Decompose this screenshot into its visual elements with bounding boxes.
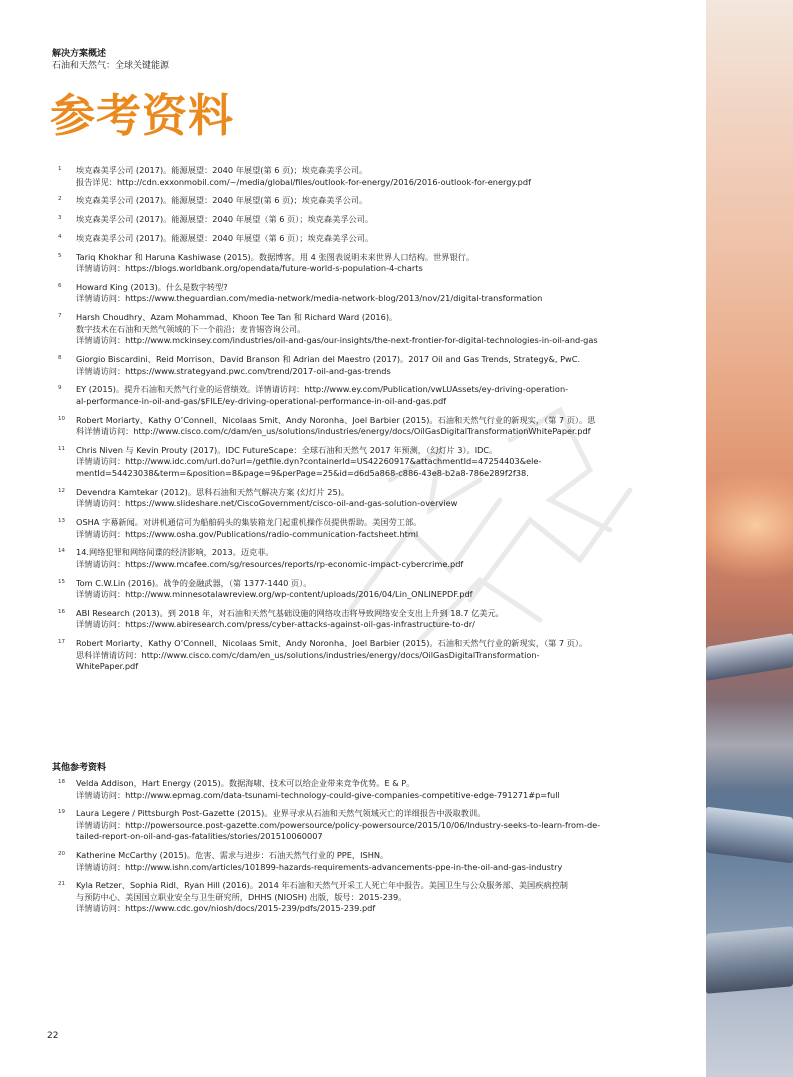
- reference-item: [52, 252, 622, 275]
- reference-text: Laura Legere / Pittsburgh Post-Gazette (2015)。业界寻求从石油和天然气领域灭亡的详细报告中汲取教训。: [76, 808, 486, 819]
- reference-list: [52, 165, 622, 680]
- reference-text: Giorgio Biscardini、Reid Morrison、David Branson 和 Adrian del Maestro (2017)。2017 Oil and Gas Trends, Strategy&, PwC.: [76, 354, 581, 365]
- side-photo: [706, 0, 793, 1077]
- reference-number: 17: [58, 639, 65, 646]
- reference-number: 6: [58, 282, 62, 289]
- reference-text: 数字技术在石油和天然气领域的下一个前沿；麦肯锡咨询公司。: [76, 323, 306, 334]
- reference-text: 详情请访问：https://www.cdc.gov/niosh/docs/2015-239/pdfs/2015-239.pdf: [76, 903, 376, 914]
- reference-text: 详情请访问：https://www.strategyand.pwc.com/trend/2017-oil-and-gas-trends: [76, 365, 391, 376]
- reference-text: 详情请访问：https://www.abiresearch.com/press/cyber-attacks-against-oil-gas-infrastructure-to-dr/: [76, 619, 475, 630]
- reference-item: [52, 415, 622, 438]
- other-references-heading: 其他参考资料: [52, 763, 107, 773]
- reference-number: 9: [58, 385, 62, 392]
- reference-text: Devendra Kamtekar (2012)。思科石油和天然气解决方案 (幻灯片 25)。: [76, 486, 350, 497]
- reference-number: 16: [58, 608, 65, 615]
- reference-item: [52, 354, 622, 377]
- reference-text: 埃克森美孚公司 (2017)。能源展望：2040 年展望（第 6 页）；埃克森美孚公司。: [76, 232, 374, 243]
- reference-item: [52, 638, 622, 673]
- reference-text: 详情请访问：https://www.mcafee.com/sg/resources/reports/rp-economic-impact-cybercrime.pdf: [76, 558, 464, 569]
- pipeline-image: [706, 807, 793, 864]
- reference-item: [52, 384, 622, 407]
- reference-number: 8: [58, 355, 62, 362]
- reference-number: 12: [58, 487, 65, 494]
- reference-item: [52, 880, 622, 915]
- reference-text: 详情请访问：https://www.theguardian.com/media-network/media-network-blog/2013/nov/21/digital-transformation: [76, 293, 543, 304]
- reference-text: Robert Moriarty、Kathy O’Connell、Nicolaas Smit、Andy Noronha、Joel Barbier (2015)。石油和天然气行业的新现实，（第 7 页）。思: [76, 414, 596, 425]
- reference-item: [52, 487, 622, 510]
- sunset-glow: [706, 470, 793, 580]
- reference-item: [52, 165, 622, 188]
- reference-item: [52, 517, 622, 540]
- reference-item: [52, 808, 622, 843]
- reference-item: [52, 445, 622, 480]
- reference-text: 报告详见：http://cdn.exxonmobil.com/~/media/global/files/outlook-for-energy/2016/2016-outlook-for-energy.pdf: [76, 176, 531, 187]
- reference-number: 4: [58, 233, 62, 240]
- reference-text: 14.网络犯罪和网络间谍的经济影响，2013。迈克菲。: [76, 547, 274, 558]
- reference-number: 21: [58, 881, 65, 888]
- reference-text: OSHA 字幕新闻。对讲机通信可为船舶码头的集装箱龙门起重机操作员提供帮助。美国劳工部。: [76, 517, 422, 528]
- reference-text: 科详情请访问：http://www.cisco.com/c/dam/en_us/solutions/industries/energy/docs/OilGasDigitalTransformationWhitePaper.pdf: [76, 426, 591, 437]
- reference-number: 5: [58, 252, 62, 259]
- reference-text: 埃克森美孚公司 (2017)。能源展望：2040 年展望(第 6 页)；埃克森美孚公司。: [76, 195, 368, 206]
- reference-item: [52, 312, 622, 347]
- reference-text: 详情请访问：http://www.epmag.com/data-tsunami-technology-could-give-companies-competitive-edge-791271#p=full: [76, 789, 560, 800]
- reference-item: [52, 778, 622, 801]
- reference-text: Harsh Choudhry、Azam Mohammad、Khoon Tee Tan 和 Richard Ward (2016)。: [76, 312, 398, 323]
- reference-text: 详情请访问：https://www.slideshare.net/CiscoGovernment/cisco-oil-and-gas-solution-overview: [76, 498, 458, 509]
- reference-text: mentId=54423038&term=&position=8&page=9&perPage=25&id=d6d5a868-c886-43e8-b2a8-786e289f2f38.: [76, 467, 529, 478]
- reference-number: 11: [58, 445, 65, 452]
- reference-item: [52, 195, 622, 207]
- reference-number: 7: [58, 313, 62, 320]
- reference-number: 3: [58, 215, 62, 222]
- reference-number: 19: [58, 809, 65, 816]
- reference-text: 与预防中心、美国国立职业安全与卫生研究所，DHHS (NIOSH) 出版，版号：2015-239。: [76, 891, 407, 902]
- reference-text: Tom C.W.Lin (2016)。战争的金融武器，（第 1377-1440 页）。: [76, 577, 312, 588]
- reference-number: 1: [58, 166, 62, 172]
- mist: [706, 700, 793, 790]
- reference-text: Chris Niven 与 Kevin Prouty (2017)。IDC FutureScape：全球石油和天然气 2017 年预测，（幻灯片 3）。IDC。: [76, 444, 498, 455]
- reference-text: Howard King (2013)。什么是数字转型?: [76, 281, 228, 292]
- reference-text: tailed-report-on-oil-and-gas-fatalities/stories/201510060007: [76, 831, 323, 842]
- pipeline-image: [706, 633, 793, 681]
- reference-text: Katherine McCarthy (2015)。危害、需求与进步：石油天然气行业的 PPE，ISHN。: [76, 850, 389, 861]
- reference-text: EY (2015)。提升石油和天然气行业的运营绩效。详情请访问：http://www.ey.com/Publication/vwLUAssets/ey-driving-operation-: [76, 384, 569, 395]
- reference-text: WhitePaper.pdf: [76, 661, 139, 672]
- reference-item: [52, 578, 622, 601]
- reference-text: ABI Research (2013)。到 2018 年，对石油和天然气基础设施的网络攻击将导致网络安全支出上升到 18.7 亿美元。: [76, 607, 504, 618]
- other-reference-list: [52, 778, 622, 922]
- reference-item: [52, 233, 622, 245]
- reference-number: 20: [58, 851, 65, 858]
- reference-number: 18: [58, 779, 65, 785]
- reference-text: Velda Addison，Hart Energy (2015)。数据海啸、技术可以给企业带来竞争优势。E & P。: [76, 778, 415, 788]
- page-number: 22: [47, 1031, 59, 1041]
- reference-text: 埃克森美孚公司 (2017)。能源展望：2040 年展望(第 6 页)；埃克森美孚公司。: [76, 165, 368, 175]
- reference-text: Kyla Retzer、Sophia Ridl、Ryan Hill (2016)。2014 年石油和天然气开采工人死亡年中报告。美国卫生与公众服务部、美国疾病控制: [76, 880, 568, 891]
- reference-text: 思科详情请访问：http://www.cisco.com/c/dam/en_us/solutions/industries/energy/docs/OilGasDigitalTransformation-: [76, 649, 540, 660]
- reference-item: [52, 547, 622, 570]
- reference-text: 详情请访问：http://www.idc.com/url.do?url=/getfile.dyn?containerId=US42260917&attachmentId=47254403&ele-: [76, 456, 542, 467]
- reference-item: [52, 850, 622, 873]
- reference-text: al-performance-in-oil-and-gas/$FILE/ey-driving-operational-performance-in-oil-and-gas.pdf: [76, 395, 447, 406]
- reference-number: 15: [58, 578, 65, 585]
- reference-text: 详情请访问：https://blogs.worldbank.org/opendata/future-world-s-population-4-charts: [76, 263, 423, 274]
- section-title: 解决方案概述: [52, 49, 107, 59]
- reference-text: 详情请访问：http://www.minnesotalawreview.org/wp-content/uploads/2016/04/Lin_ONLINEPDF.pdf: [76, 589, 473, 600]
- reference-item: [52, 282, 622, 305]
- reference-text: Tariq Khokhar 和 Haruna Kashiwase (2015)。数据博客。用 4 张图表说明未来世界人口结构。世界银行。: [76, 251, 475, 262]
- reference-text: 详情请访问：http://www.mckinsey.com/industries/oil-and-gas/our-insights/the-next-frontier-for-digital-technologies-in-oil-and-gas: [76, 335, 598, 346]
- reference-text: 详情请访问：https://www.osha.gov/Publications/radio-communication-factsheet.html: [76, 528, 419, 539]
- reference-number: 10: [58, 415, 65, 422]
- section-subtitle: 石油和天然气：全球关键能源: [52, 61, 170, 71]
- reference-item: [52, 214, 622, 226]
- page-title: 参考资料: [50, 89, 235, 142]
- reference-number: 2: [58, 196, 62, 203]
- reference-text: Robert Moriarty、Kathy O’Connell、Nicolaas Smit、Andy Noronha、Joel Barbier (2015)。石油和天然气行业的新现实，（第 7 页）。: [76, 638, 588, 649]
- reference-item: [52, 608, 622, 631]
- reference-text: 埃克森美孚公司 (2017)。能源展望：2040 年展望（第 6 页）；埃克森美孚公司。: [76, 214, 374, 225]
- reference-number: 14: [58, 548, 65, 555]
- reference-text: 详情请访问：http://www.ishn.com/articles/101899-hazards-requirements-advancements-ppe-in-the-oil-and-gas-industry: [76, 861, 563, 872]
- reference-number: 13: [58, 518, 65, 525]
- pipeline-image: [706, 926, 793, 994]
- reference-text: 详情请访问：http://powersource.post-gazette.com/powersource/policy-powersource/2015/10/06/Industry-seeks-to-learn-from-de-: [76, 819, 601, 830]
